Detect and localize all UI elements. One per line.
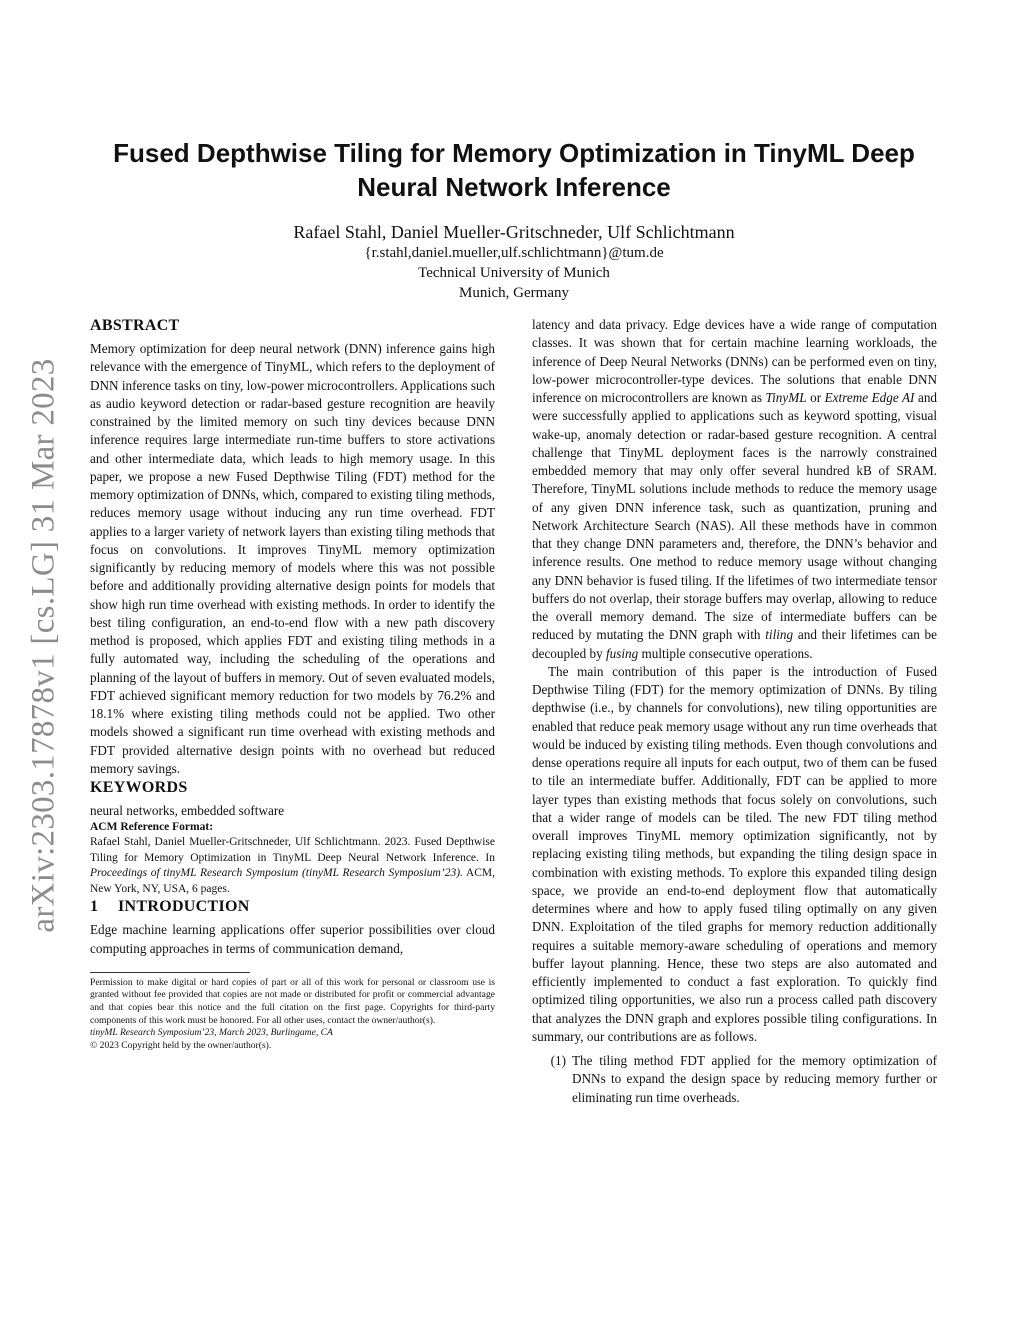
- acm-reference-publisher: ACM, New York, NY, USA, 6 pages.: [90, 867, 495, 895]
- footnote-rule: [90, 972, 250, 973]
- section-number: 1: [90, 898, 99, 916]
- arxiv-id: arXiv:2303.17878v1 [cs.LG] 31 Mar 2023: [25, 357, 62, 933]
- author-names: Rafael Stahl, Daniel Mueller-Gritschneder, Ulf Schlichtmann: [293, 222, 735, 242]
- right-column: [532, 316, 937, 1107]
- acm-reference-heading: ACM Reference Format:: [90, 821, 214, 834]
- abstract-text: Memory optimization for deep neural network (DNN) inference gains high relevance with the emergence of TinyML, which refers to the deployment of DNN inference tasks on tiny, low-power microcontrollers. Applications such as audio keyword detection or radar-based gesture recognition are heavily constrained by the limited memory on such tiny devices because DNN inference requires large intermediate run-time buffers to store activations and other intermediate data, which leads to high memory usage. In this paper, we propose a new Fused Depthwise Tiling (FDT) method for the memory optimization of DNNs, which, compared to existing tiling methods, reduces memory usage without inducing any run time overhead. FDT applies to a larger variety of network layers than existing tiling methods that focus on convolutions. It improves TinyML memory optimization significantly by reducing memory of models where this was not possible before and additionally providing alternative design points for models that show high run time overhead with existing methods. In order to identify the best tiling configuration, an end-to-end flow with a new path discovery method is proposed, which applies FDT and existing tiling methods in a fully automated way, including the scheduling of the operations and planning of the layout of buffers in memory. Out of seven evaluated models, FDT achieved significant memory reduction for two models by 76.2% and 18.1% where existing tiling methods could not be applied. Two other models showed a significant run time overhead with existing methods and FDT provided alternative design points with no overhead but reduced memory savings.: [90, 341, 495, 776]
- acm-reference-venue: Proceedings of tinyML Research Symposium (tinyML Research Symposium’23).: [90, 867, 463, 880]
- author-email: {r.stahl,daniel.mueller,ulf.schlichtmann}@tum.de: [364, 245, 664, 261]
- section-title: INTRODUCTION: [118, 898, 250, 916]
- contributions-list: [532, 1052, 937, 1107]
- acm-reference-citation: Rafael Stahl, Daniel Mueller-Gritschneder, Ulf Schlichtmann. 2023. Fused Depthwise Tiling for Memory Optimization in TinyML Deep Neural Network Inference. In: [90, 836, 495, 864]
- paper-title: Fused Depthwise Tiling for Memory Optimization in TinyML Deep Neural Network Inference: [113, 138, 915, 202]
- introduction-paragraph-start: Edge machine learning applications offer superior possibilities over cloud computing approaches in terms of communication demand,: [90, 922, 495, 956]
- intro-term-fusing: fusing: [605, 645, 639, 661]
- arxiv-identifier-sidebar: [24, 350, 64, 940]
- venue-text: tinyML Research Symposium’23, March 2023, Burlingame, CA: [90, 1027, 333, 1039]
- list-item: [532, 1052, 937, 1107]
- left-column: [90, 316, 495, 1052]
- author-location: Munich, Germany: [459, 285, 569, 301]
- author-block: [90, 221, 938, 303]
- intro-text-part: latency and data privacy. Edge devices have a wide range of computation classes. It was shown that for certain machine learning workloads, the inference of Deep Neural Networks (DNNs) can be performed even on tiny, low-power microcontroller-type devices. The solutions that enable DNN inference on microcontrollers are known as: [532, 317, 937, 405]
- intro-term-tiling: tiling: [765, 627, 794, 643]
- intro-text-part: multiple consecutive operations.: [638, 645, 813, 661]
- intro-term-edge-ai: Extreme Edge AI: [824, 390, 915, 405]
- intro-text-part: and their lifetimes can be decoupled by: [532, 627, 937, 661]
- permission-notice: Permission to make digital or hard copies of part or all of this work for personal or classroom use is granted without fee provided that copies are not made or distributed for profit or commercial advantage and that copies bear this notice and the full citation on the first page. Copyrights for third-party components of this work must be honored. For all other uses, contact the owner/author(s).: [90, 976, 495, 1026]
- acm-reference-text: [90, 835, 495, 897]
- introduction-paragraph-2: The main contribution of this paper is the introduction of Fused Depthwise Tiling (FDT) for the memory optimization of DNNs. By tiling depthwise (i.e., by channels for convolutions), new tiling opportunities are enabled that reduce peak memory usage without any run time overheads that would be induced by existing tiling methods. Even though convolutions and dense operations require all inputs for each output, two of them can be fused to tile an intermediate buffer. Additionally, FDT can be applied to more layer types than existing methods that focus solely on convolutions, such that a wider range of models can be tiled. The new FDT tiling method overall improves TinyML memory optimization significantly, not by replacing existing tiling methods, but expanding the tiling design space in combination with existing methods. To explore this expanded tiling design space, we provide an end-to-end deployment flow that automatically determines where and how to apply fused tiling optimally on any given DNN. Exploitation of the tiled graphs for memory reduction additionally requires a suitable memory-aware scheduling of operations and memory buffer layout planning. Hence, these two steps are also automated and efficiently implemented to conduct a fast exploration. To quickly find optimized tiling opportunities, we also run a process called path discovery that analyzes the DNN graph and explores possible tiling configurations. In summary, our contributions are as follows.: [532, 663, 937, 1044]
- abstract-heading: ABSTRACT: [90, 317, 180, 334]
- intro-text-part: or: [806, 390, 825, 405]
- copyright-note: © 2023 Copyright held by the owner/author(s).: [90, 1039, 272, 1051]
- author-institution: Technical University of Munich: [418, 265, 610, 281]
- keywords-heading: KEYWORDS: [90, 779, 188, 796]
- venue-note: [90, 1027, 495, 1040]
- list-item-text: The tiling method FDT applied for the memory optimization of DNNs to expand the design space by reducing memory further or eliminating run time overheads.: [572, 1053, 937, 1105]
- intro-term-tinyml: TinyML: [765, 390, 807, 405]
- intro-text-part: and were successfully applied to applications such as keyword spotting, visual wake-up, anomaly detection or radar-based gesture recognition. A central challenge that TinyML deployment faces is the narrowly constrained embedded memory that may only offer several hundred kB of SRAM. Therefore, TinyML solutions include methods to reduce the memory usage of any given DNN inference task, such as quantization, pruning and Network Architecture Search (NAS). All these methods have in common that they change DNN parameters and, therefore, the DNN’s behavior and inference results. One method to reduce memory usage without changing any DNN behavior is fused tiling. If the lifetimes of two intermediate tensor buffers do not overlap, their storage buffers may overlap, allowing to reduce the overall memory demand. The size of intermediate buffers can be reduced by mutating the DNN graph with: [532, 390, 938, 643]
- introduction-paragraph-continued: [532, 316, 937, 663]
- list-marker: (1): [550, 1053, 566, 1068]
- keywords-text: neural networks, embedded software: [90, 803, 285, 818]
- introduction-heading: [90, 897, 495, 917]
